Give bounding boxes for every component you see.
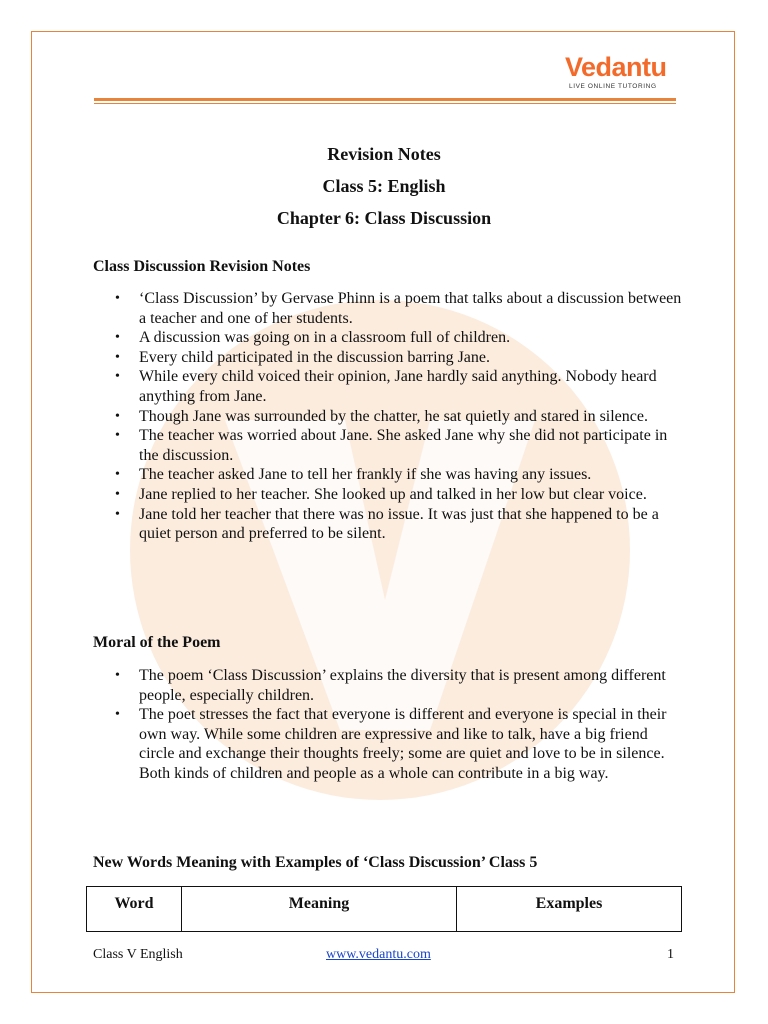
doc-chapter: Chapter 6: Class Discussion <box>276 208 492 228</box>
list-item: • Every child participated in the discussion barring Jane. <box>93 348 683 368</box>
list-item: • The teacher was worried about Jane. She asked Jane why she did not participate in the discussion. <box>93 426 683 465</box>
logo-wordmark: Vedantu <box>565 52 667 82</box>
logo-tagline: LIVE ONLINE TUTORING <box>569 83 657 90</box>
page-number: 1 <box>667 947 674 962</box>
doc-class: Class 5: English <box>322 176 446 196</box>
list-item: • Jane told her teacher that there was no issue. It was just that she happened to be a quiet person and preferred to be silent. <box>93 505 683 544</box>
table-header-row <box>87 887 682 932</box>
doc-title: Revision Notes <box>327 144 441 164</box>
list-item: • The teacher asked Jane to tell her frankly if she was having any issues. <box>93 465 683 485</box>
new-words-table <box>86 886 682 932</box>
table-header-meaning: Meaning <box>182 887 457 932</box>
list-item: • ‘Class Discussion’ by Gervase Phinn is a poem that talks about a discussion between a teacher and one of her students. <box>93 289 683 328</box>
table-header-examples: Examples <box>457 887 682 932</box>
list-item: • While every child voiced their opinion, Jane hardly said anything. Nobody heard anything from Jane. <box>93 367 683 406</box>
table-header-word: Word <box>87 887 182 932</box>
list-item: • Though Jane was surrounded by the chatter, he sat quietly and stared in silence. <box>93 407 683 427</box>
list-item: • A discussion was going on in a classroom full of children. <box>93 328 683 348</box>
section-heading-moral: Moral of the Poem <box>93 634 221 651</box>
footer-website-link[interactable]: www.vedantu.com <box>326 947 431 962</box>
footer-class-label: Class V English <box>93 947 183 962</box>
revision-notes-list <box>93 289 683 544</box>
list-item: • Jane replied to her teacher. She looked up and talked in her low but clear voice. <box>93 485 683 505</box>
list-item: • The poet stresses the fact that everyone is different and everyone is special in their own way. While some children are expressive and like to talk, have a big friend circle and exchange their thoughts freely; some are quiet and love to be in silence. Both kinds of children and people as a whole can contribute in a big way. <box>93 705 683 783</box>
list-item: • The poem ‘Class Discussion’ explains the diversity that is present among different people, especially children. <box>93 666 683 705</box>
section-heading-revision-notes: Class Discussion Revision Notes <box>93 258 311 275</box>
moral-list <box>93 666 683 784</box>
section-heading-new-words: New Words Meaning with Examples of ‘Class Discussion’ Class 5 <box>93 854 538 871</box>
